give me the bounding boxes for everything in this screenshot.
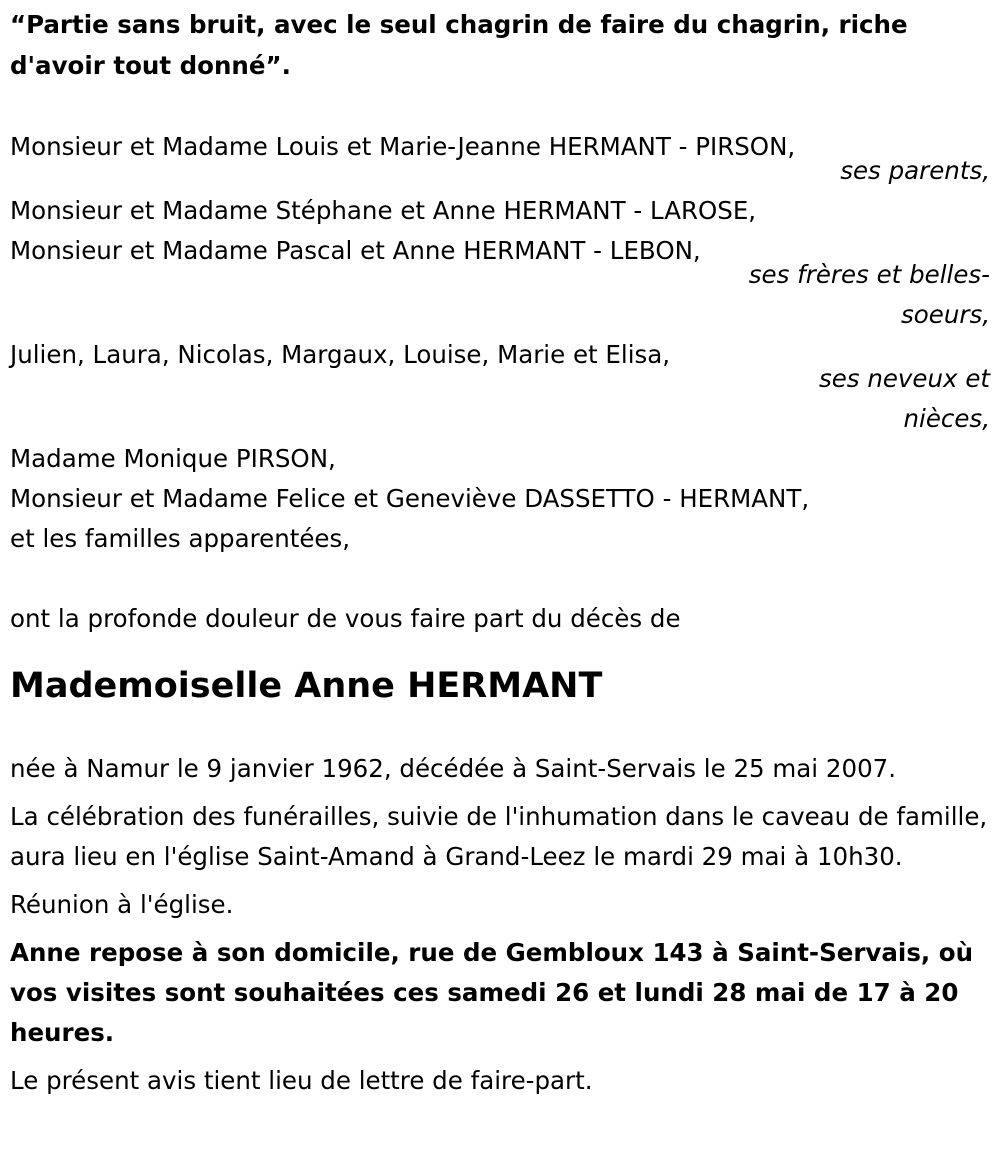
relation-label: ses frères et belles-soeurs, xyxy=(748,260,990,329)
family-group-parents xyxy=(10,127,990,191)
family-group-siblings xyxy=(10,191,990,335)
family-line: Madame Monique PIRSON, xyxy=(10,444,336,473)
family-line: Monsieur et Madame Louis et Marie-Jeanne HERMANT - PIRSON, xyxy=(10,132,796,161)
family-line: Monsieur et Madame Felice et Geneviève DASSETTO - HERMANT, xyxy=(10,484,810,513)
meeting-info: Réunion à l'église. xyxy=(10,890,234,919)
family-line: Monsieur et Madame Pascal et Anne HERMANT - LEBON, xyxy=(10,236,701,265)
deceased-name: Mademoiselle Anne HERMANT xyxy=(10,666,603,706)
opening-quote: “Partie sans bruit, avec le seul chagrin de faire du chagrin, riche d'avoir tout donné”. xyxy=(10,10,908,80)
family-group-nephews xyxy=(10,335,990,439)
relation-label: ses neveux et nièces, xyxy=(818,364,990,433)
visitation-info: Anne repose à son domicile, rue de Gembloux 143 à Saint-Servais, où vos visites sont souhaitées ces samedi 26 et lundi 28 mai de 17 à 20 heures. xyxy=(10,938,974,1047)
family-line: Monsieur et Madame Stéphane et Anne HERMANT - LAROSE, xyxy=(10,196,757,225)
family-line: Julien, Laura, Nicolas, Margaux, Louise, Marie et Elisa, xyxy=(10,340,671,369)
funeral-info: La célébration des funérailles, suivie de l'inhumation dans le caveau de famille, aura lieu en l'église Saint-Amand à Grand-Leez le mardi 29 mai à 10h30. xyxy=(10,802,988,871)
announcement-text: ont la profonde douleur de vous faire part du décès de xyxy=(10,604,681,633)
family-line: et les familles apparentées, xyxy=(10,524,351,553)
birth-death-info: née à Namur le 9 janvier 1962, décédée à Saint-Servais le 25 mai 2007. xyxy=(10,754,897,783)
obituary-notice xyxy=(10,4,990,1109)
relation-label: ses parents, xyxy=(840,156,990,185)
family-group-others xyxy=(10,439,990,559)
notice-closing: Le présent avis tient lieu de lettre de faire-part. xyxy=(10,1066,593,1095)
